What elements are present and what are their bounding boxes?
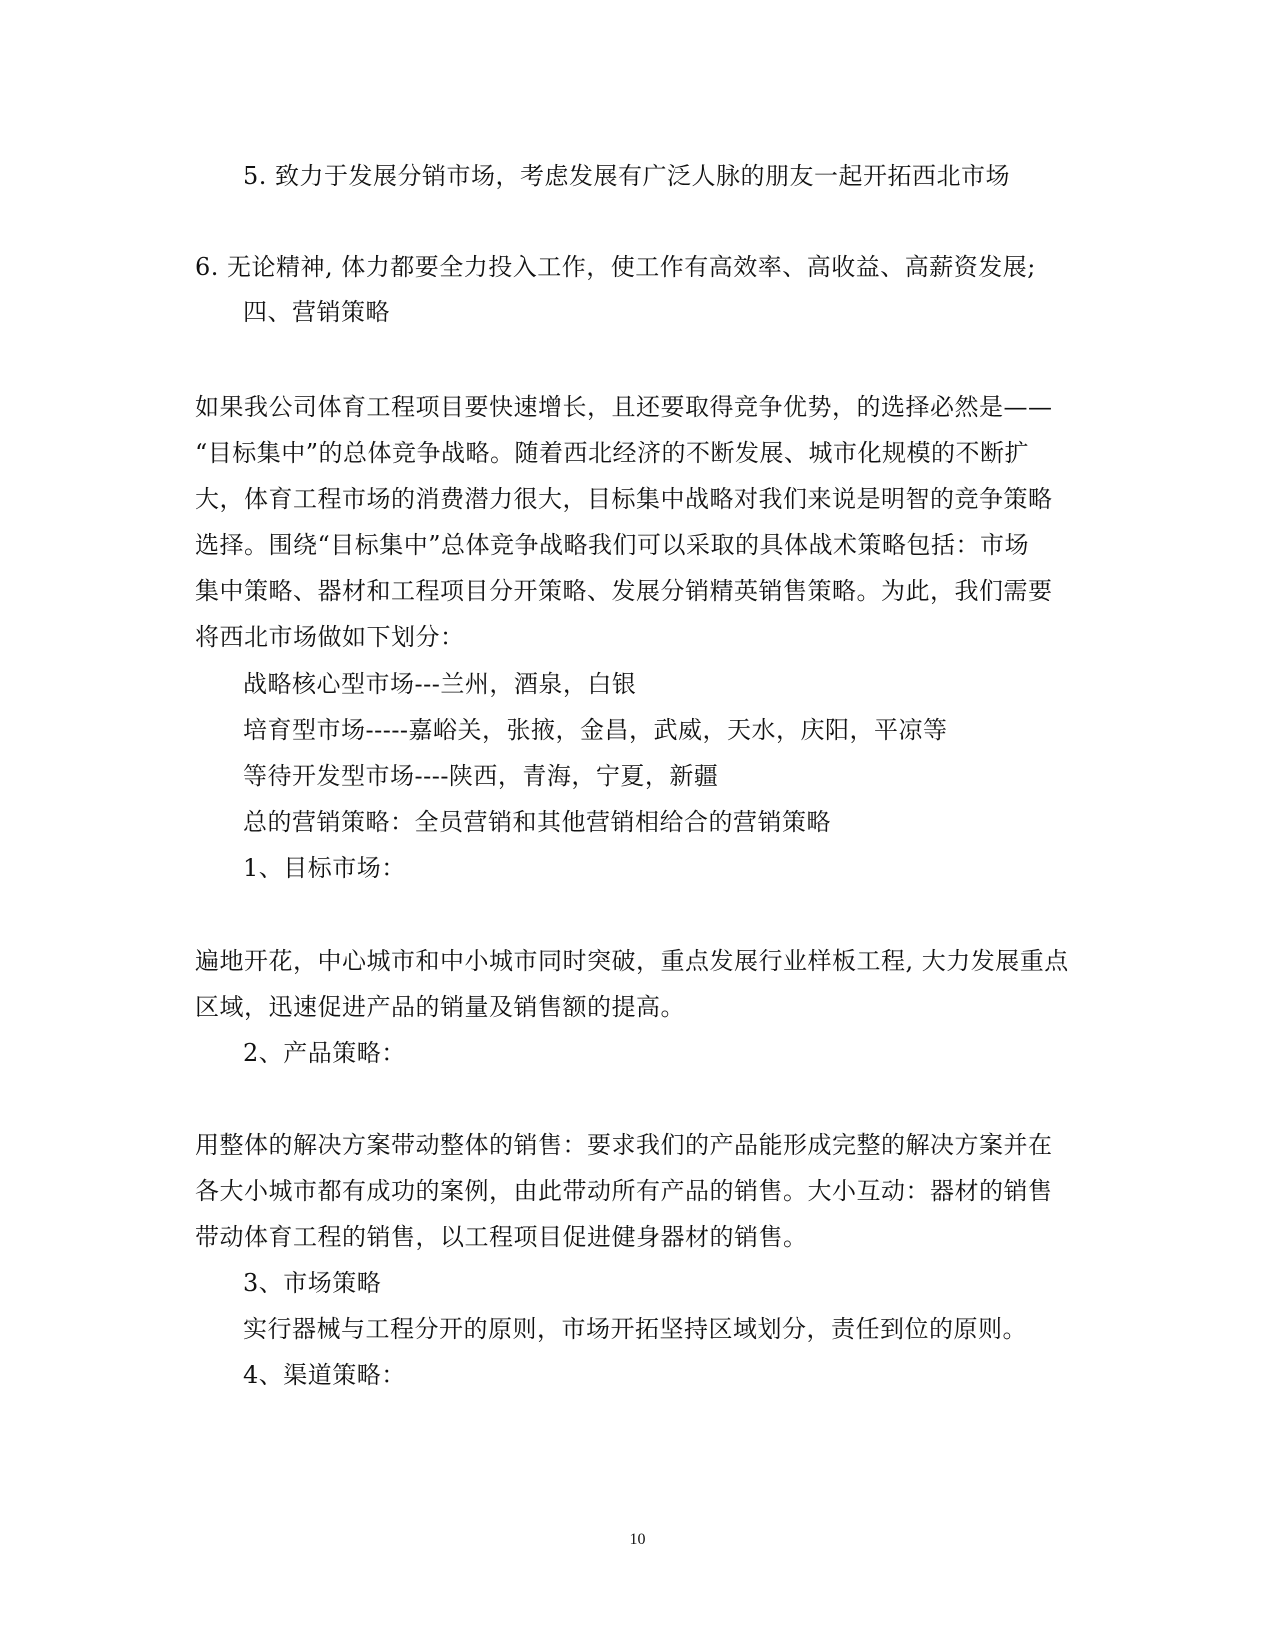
- market-tier-core: 战略核心型市场---兰州，酒泉，白银: [243, 670, 637, 698]
- market-tier-pending: 等待开发型市场----陕西，青海，宁夏，新疆: [243, 762, 719, 790]
- section-heading-marketing-strategy: 四、营销策略: [243, 298, 390, 326]
- paragraph-line: 带动体育工程的销售，以工程项目促进健身器材的销售。: [195, 1223, 808, 1251]
- paragraph-line: 用整体的解决方案带动整体的销售：要求我们的产品能形成完整的解决方案并在: [195, 1131, 1053, 1159]
- paragraph-line: 选择。围绕“目标集中”总体竞争战略我们可以采取的具体战术策略包括：市场: [195, 531, 1030, 559]
- subheading-target-market: 1、目标市场：: [243, 854, 406, 882]
- paragraph-line: 各大小城市都有成功的案例，由此带动所有产品的销售。大小互动：器材的销售: [195, 1177, 1053, 1205]
- paragraph-line: 集中策略、器材和工程项目分开策略、发展分销精英销售策略。为此，我们需要: [195, 577, 1053, 605]
- page-number: 10: [629, 1531, 646, 1548]
- overall-strategy: 总的营销策略：全员营销和其他营销相给合的营销策略: [243, 808, 831, 836]
- subheading-product-strategy: 2、产品策略：: [243, 1039, 406, 1067]
- paragraph-line: 遍地开花，中心城市和中小城市同时突破，重点发展行业样板工程, 大力发展重点: [195, 947, 1069, 975]
- subheading-market-strategy: 3、市场策略: [243, 1269, 382, 1297]
- paragraph-line: 如果我公司体育工程项目要快速增长，且还要取得竞争优势，的选择必然是——: [195, 393, 1053, 421]
- market-tier-developing: 培育型市场-----嘉峪关，张掖，金昌，武威，天水，庆阳，平凉等: [243, 716, 948, 744]
- list-item-6: 6. 无论精神, 体力都要全力投入工作，使工作有高效率、高收益、高薪资发展;: [195, 253, 1036, 281]
- paragraph-line: 区域，迅速促进产品的销量及销售额的提高。: [195, 993, 685, 1021]
- paragraph-line: 将西北市场做如下划分：: [195, 623, 465, 651]
- paragraph-line: 实行器械与工程分开的原则，市场开拓坚持区域划分，责任到位的原则。: [243, 1315, 1027, 1343]
- list-item-5: 5. 致力于发展分销市场，考虑发展有广泛人脉的朋友一起开拓西北市场: [243, 162, 1011, 190]
- subheading-channel-strategy: 4、渠道策略：: [243, 1361, 406, 1389]
- paragraph-line: 大，体育工程市场的消费潜力很大，目标集中战略对我们来说是明智的竞争策略: [195, 485, 1053, 513]
- paragraph-line: “目标集中”的总体竞争战略。随着西北经济的不断发展、城市化规模的不断扩: [195, 439, 1030, 467]
